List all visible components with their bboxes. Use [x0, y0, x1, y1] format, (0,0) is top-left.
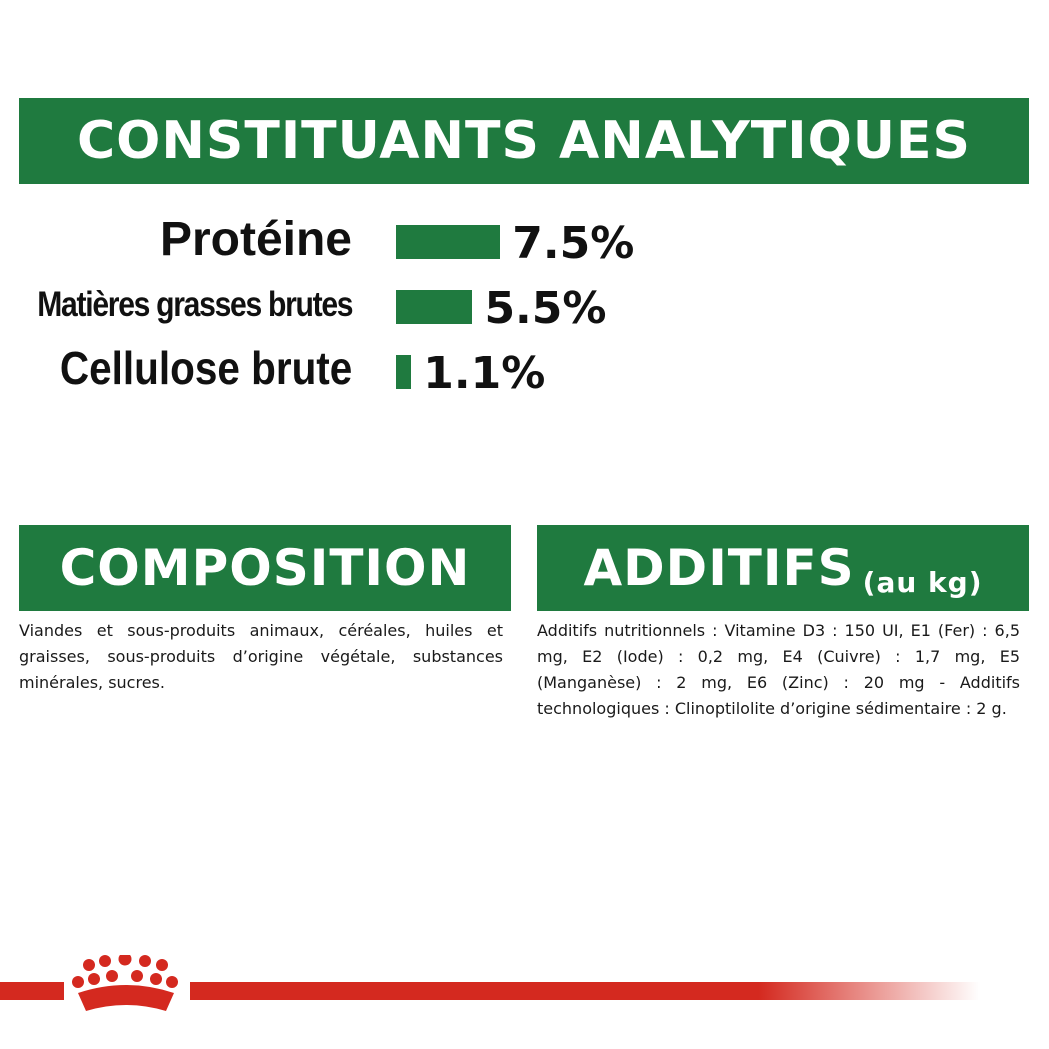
analytical-constituents-banner	[19, 98, 1029, 184]
additives-unit: (au kg)	[862, 566, 983, 599]
composition-text: Viandes et sous-produits animaux, céréales, huiles et graisses, sous-produits d’origine végétale, substances minérales, sucres.	[19, 621, 503, 692]
fiber-bar	[396, 355, 411, 389]
protein-value: 7.5%	[512, 218, 635, 269]
fiber-value: 1.1%	[423, 348, 546, 399]
brand-stripe-left	[0, 982, 64, 1000]
protein-bar	[396, 225, 500, 259]
fiber-label: Cellulose brute	[59, 342, 352, 394]
analytical-constituents-title: CONSTITUANTS ANALYTIQUES	[77, 111, 971, 171]
additives-text: Additifs nutritionnels : Vitamine D3 : 150 UI, E1 (Fer) : 6,5 mg, E2 (Iode) : 0,2 mg, E4 (Cuivre) : 1,7 mg, E5 (Manganèse) : 2 mg, E6 (Zinc) : 20 mg - Additifs technologiques : Clinoptilolite d’origine sédimentaire : 2 g.	[537, 621, 1020, 718]
brand-stripe-right	[190, 982, 980, 1000]
additives-banner	[537, 525, 1029, 611]
composition-title: COMPOSITION	[59, 539, 471, 597]
fat-value: 5.5%	[484, 283, 607, 334]
fat-bar	[396, 290, 472, 324]
crown-logo-icon	[70, 955, 182, 1019]
composition-banner	[19, 525, 511, 611]
protein-label: Protéine	[159, 213, 352, 266]
additives-title: ADDITIFS	[583, 539, 855, 597]
fat-label: Matières grasses brutes	[37, 285, 352, 324]
